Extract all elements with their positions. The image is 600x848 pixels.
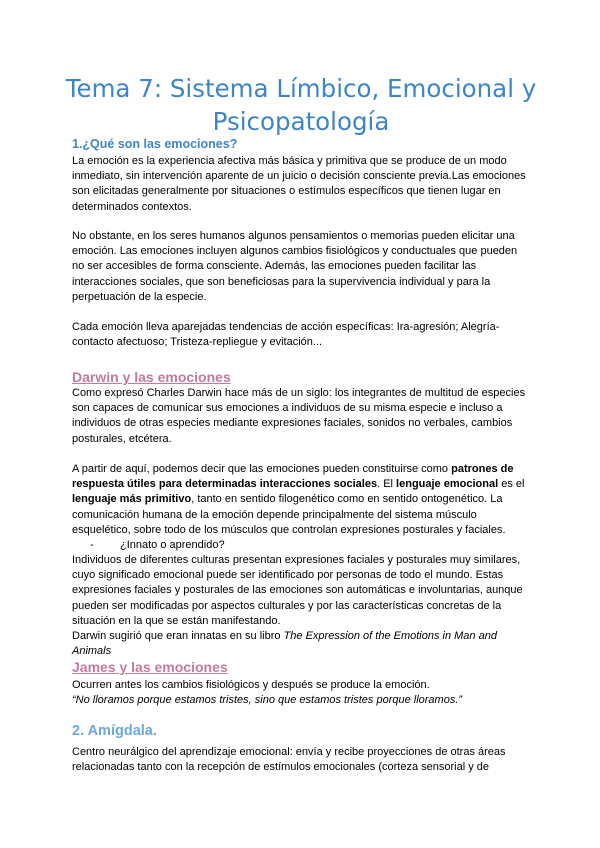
- bold-phrase-lenguaje-emocional: lenguaje emocional: [396, 478, 499, 491]
- section-2-heading: 2. Amígdala.: [72, 723, 157, 739]
- document-title: [60, 72, 542, 138]
- darwin-heading: Darwin y las emociones: [72, 369, 231, 385]
- darwin-paragraph-3: Individuos de diferentes culturas presentan expresiones faciales y posturales muy similares, cuyo significado emocional puede ser identificado por personas de todo el mundo. Estas expresiones faciales y posturales de las emociones son automáticas e involuntarias, aunque pueden ser modificadas por aspectos culturales y por las características concretas de la situación en la que se están manifestando.: [72, 554, 523, 627]
- bullet-dash: -: [90, 539, 94, 551]
- james-heading: James y las emociones: [72, 659, 228, 675]
- bold-phrase-patrones: patrones de respuesta útiles para determinadas interacciones sociales: [72, 463, 514, 491]
- james-quote: “No lloramos porque estamos tristes, sino que estamos tristes porque lloramos.”: [72, 694, 463, 706]
- book-title: The Expression of the Emotions in Man and Animals: [72, 630, 497, 658]
- bold-phrase-lenguaje-primitivo: lenguaje más primitivo: [72, 493, 192, 506]
- bullet-item: [90, 538, 225, 553]
- section-1-paragraph-1: La emoción es la experiencia afectiva más básica y primitiva que se produce de un modo inmediato, sin intervención aparente de un juicio o decisión consciente previa.Las emociones son elicitadas generalmente por situaciones o estímulos específicos que tienen lugar en determinados contextos.: [72, 155, 526, 213]
- darwin-paragraph-1: Como expresó Charles Darwin hace más de un siglo: los integrantes de multitud de especies son capaces de comunicar sus emociones a individuos de su misma especie e incluso a individuos de otras especies mediante expresiones faciales, sonidos no verbales, cambios posturales, etcétera.: [72, 387, 526, 445]
- bullet-text: ¿Innato o aprendido?: [120, 539, 225, 551]
- darwin-paragraph-4: Darwin sugirió que eran innatas en su libro The Expression of the Emotions in Man and Animals: [72, 630, 497, 658]
- james-paragraph-1: Ocurren antes los cambios fisiológicos y después se produce la emoción.: [72, 679, 430, 691]
- title-line-2: Psicopatología: [212, 107, 390, 136]
- section-1-heading: 1.¿Qué son las emociones?: [72, 137, 238, 151]
- title-line-1: Tema 7: Sistema Límbico, Emocional y: [65, 74, 537, 103]
- darwin-paragraph-2: A partir de aquí, podemos decir que las emociones pueden constituirse como patrones de respuesta útiles para determinadas interacciones sociales. El lenguaje emocional es el lenguaje más primitivo, tanto en sentido filogenético como en sentido ontogenético. La comunicación humana de la emoción depende principalmente del sistema músculo esquelético, sobre todo de los músculos que controlan expresiones posturales y faciales.: [72, 463, 525, 536]
- section-2-paragraph-1: Centro neurálgico del aprendizaje emocional: envía y recibe proyecciones de otras áreas relacionadas tanto con la recepción de estímulos emocionales (corteza sensorial y de: [72, 746, 506, 774]
- section-1-paragraph-3: Cada emoción lleva aparejadas tendencias de acción específicas: Ira-agresión; Alegría-contacto afectuoso; Tristeza-repliegue y evitación...: [72, 321, 500, 349]
- section-1-paragraph-2: No obstante, en los seres humanos algunos pensamientos o memorias pueden elicitar una emoción. Las emociones incluyen algunos cambios fisiológicos y conductuales que pueden no ser accesibles de forma consciente. Además, las emociones pueden facilitar las interacciones sociales, que son beneficiosas para la supervivencia individual y para la perpetuación de la especie.: [72, 230, 518, 303]
